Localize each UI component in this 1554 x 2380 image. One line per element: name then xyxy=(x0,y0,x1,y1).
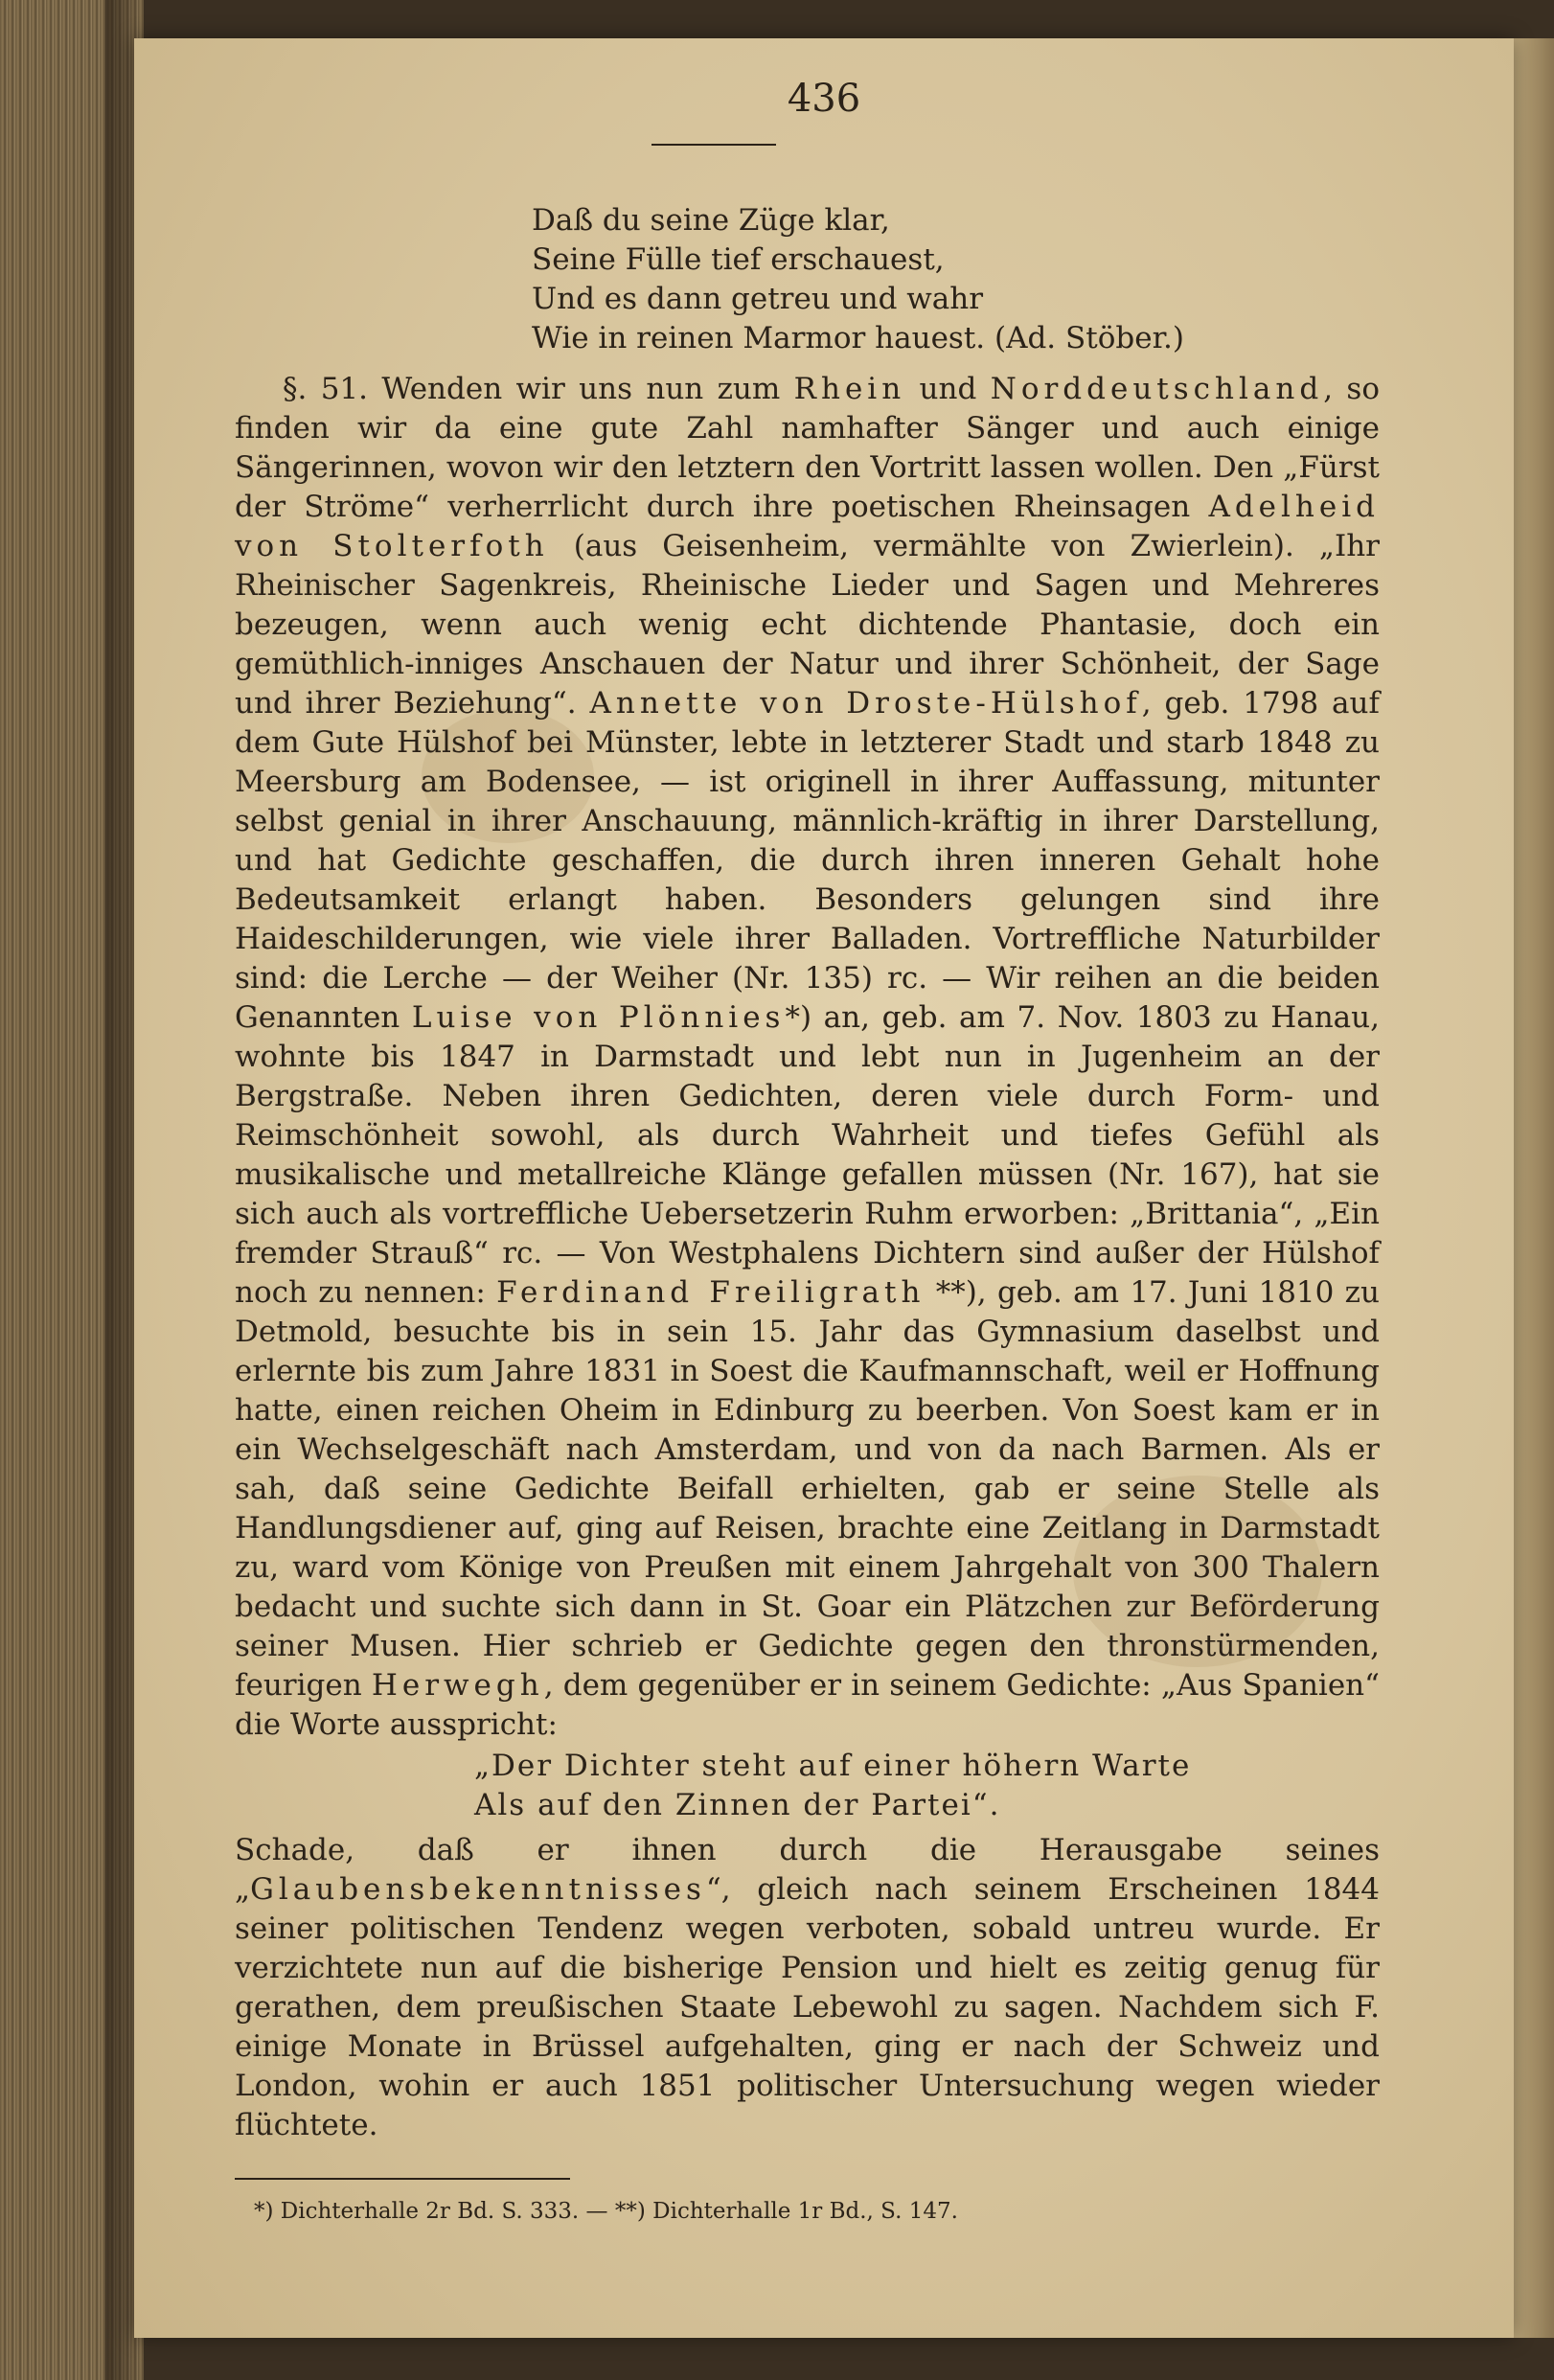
text-run: , geb. 1798 auf dem Gute Hülshof bei Münster, lebte in letzterer Stadt und starb 1848 zu Meersburg am Bodensee, — ist originell in ihrer Auffassung, mitunter selbst genial in ihrer Anschauung, männlich-kräftig in ihrer Darstellung, und hat Gedichte geschaffen, die durch ihren inneren Gehalt hohe Bedeutsamkeit erlangt haben. Besonders gelungen sind ihre Haideschilderungen, wie viele ihrer Balladen. Vortreffliche Naturbilder sind: die Lerche — der Weiher (Nr. 135) rc. — Wir reihen an die beiden Genannten xyxy=(235,686,1380,1035)
text-run: und xyxy=(905,372,991,406)
text-run: *) an, geb. am 7. Nov. 1803 zu Hanau, wohnte bis 1847 in Darmstadt und lebt nun in Jugenheim an der Bergstraße. Neben ihren Gedichten, deren viele durch Form- und Reimschönheit sowohl, als durch Wahrheit und tiefes Gefühl als musikalische und metallreiche Klänge gefallen müssen (Nr. 167), hat sie sich auch als vortreffliche Uebersetzerin Ruhm erworben: „Brittania“, „Ein fremder Strauß“ rc. — Von Westphalens Dichtern sind außer der Hülshof noch zu nennen: xyxy=(235,1000,1380,1310)
text-run: , so finden wir da eine gute Zahl namhafter Sänger und auch einige Sängerinnen, wovon wir den letztern den Vortritt lassen wollen. Den „Fürst der Ströme“ verherrlicht durch ihre poetischen Rheinsagen xyxy=(235,372,1381,524)
poem-line: Daß du seine Züge klar, xyxy=(532,203,890,238)
poem-verse xyxy=(532,201,1380,358)
quote-line: „Der Dichter steht auf einer höhern Warte xyxy=(474,1749,1192,1783)
author-name-ploennies: Luise von Plönnies xyxy=(411,1000,786,1035)
page-content xyxy=(235,144,1380,2226)
emphasis-norddeutschland: Norddeutschland xyxy=(990,372,1324,406)
text-run: §. 51. Wenden wir uns nun zum xyxy=(283,372,794,406)
author-name-droste: Annette von Droste-Hülshof xyxy=(589,686,1142,721)
closing-paragraph xyxy=(235,1831,1380,2145)
quotation xyxy=(474,1747,1380,1825)
footnote-rule xyxy=(235,2178,570,2180)
author-name-freiligrath: Ferdinand Freiligrath xyxy=(496,1275,926,1310)
poem-line: Wie in reinen Marmor hauest. (Ad. Stöber.) xyxy=(532,321,1184,355)
text-run: , dem gegenüber er in seinem Gedichte: „Aus Spanien“ die Worte ausspricht: xyxy=(235,1668,1380,1742)
quote-line: Als auf den Zinnen der Partei“. xyxy=(474,1788,1001,1822)
next-page-edge xyxy=(1509,38,1554,2338)
page-number: 436 xyxy=(787,77,861,121)
author-name-stolterfoth: Adelheid von Stolterfoth xyxy=(235,490,1380,563)
text-run: (aus Geisenheim, vermählte von Zwierlein). „Ihr Rheinischer Sagenkreis, Rheinische Lieder und Sagen und Mehreres bezeugen, wenn auch wenig echt dichtende Phantasie, doch ein gemüthlich-inniges Anschauen der Natur und ihrer Schönheit, der Sage und ihrer Beziehung“. xyxy=(235,529,1380,721)
body-paragraph xyxy=(235,370,1380,1745)
text-run: “, gleich nach seinem Erscheinen 1844 seiner politischen Tendenz wegen verboten, sobald untreu wurde. Er verzichtete nun auf die bisherige Pension und hielt es zeitig genug für gerathen, dem preußischen Staate Lebewohl zu sagen. Nachdem sich F. einige Monate in Brüssel aufgehalten, ging er nach der Schweiz und London, wohin er auch 1851 politischer Untersuchung wegen wieder flüchtete. xyxy=(235,1872,1380,2142)
emphasis-glaubensbekenntnisses: Glaubensbekenntnisses xyxy=(250,1872,706,1907)
footnote: *) Dichterhalle 2r Bd. S. 333. — **) Dichterhalle 1r Bd., S. 147. xyxy=(254,2199,958,2224)
emphasis-rhein: Rhein xyxy=(793,372,906,406)
author-name-herwegh: Herwegh xyxy=(371,1668,544,1703)
text-run: **), geb. am 17. Juni 1810 zu Detmold, besuchte bis in sein 15. Jahr das Gymnasium daselbst und erlernte bis zum Jahre 1831 in Soest die Kaufmannschaft, weil er Hoffnung hatte, einen reichen Oheim in Edinburg zu beerben. Von Soest kam er in ein Wechselgeschäft nach Amsterdam, und von da nach Barmen. Als er sah, daß seine Gedichte Beifall erhielten, gab er seine Stelle als Handlungsdiener auf, ging auf Reisen, brachte eine Zeitlang in Darmstadt zu, ward vom Könige von Preußen mit einem Jahrgehalt von 300 Thalern bedacht und suchte sich dann in St. Goar ein Plätzchen zur Beförderung seiner Musen. Hier schrieb er Gedichte gegen den thronstürmenden, feurigen xyxy=(235,1275,1380,1703)
section-51-text xyxy=(235,370,1380,1745)
book-page xyxy=(134,38,1514,2338)
text-run: Schade, daß er ihnen durch die Herausgabe seines „ xyxy=(235,1833,1380,1907)
poem-line: Seine Fülle tief erschauest, xyxy=(532,242,945,277)
poem-line: Und es dann getreu und wahr xyxy=(532,282,984,316)
